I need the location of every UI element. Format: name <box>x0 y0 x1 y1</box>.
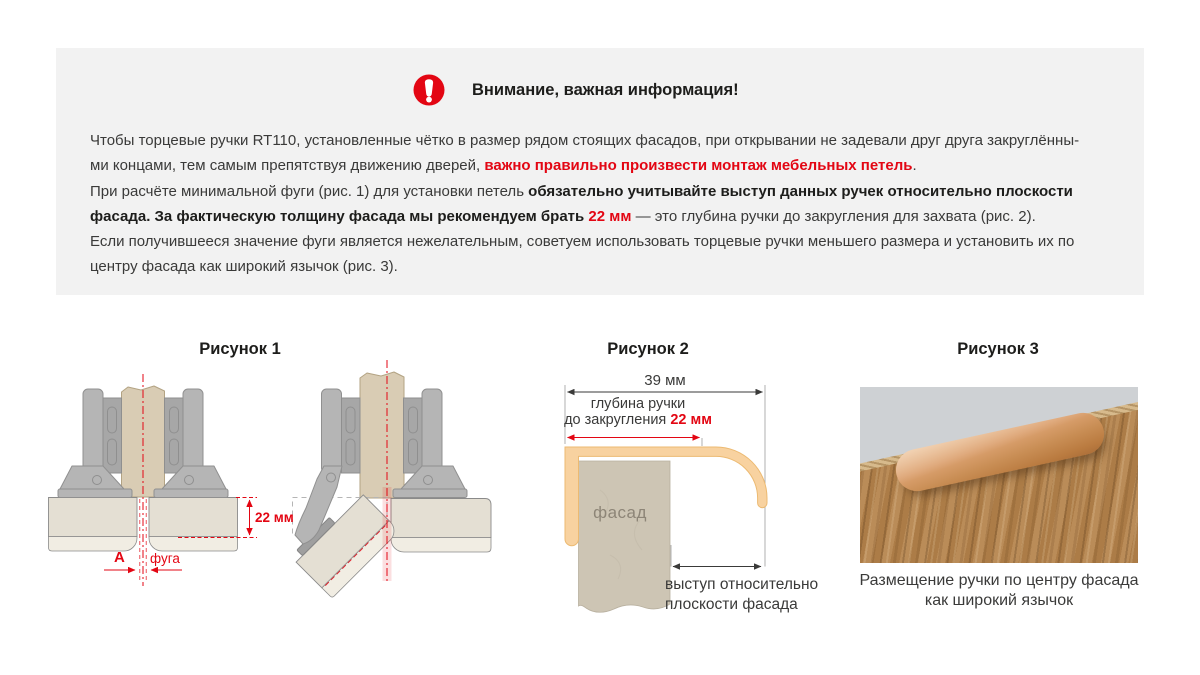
notice-line-2: ми концами, тем самым препятствуя движению дверей, важно правильно произвести монтаж мебельных петель. <box>90 157 917 175</box>
facade-closed <box>391 499 491 538</box>
notice-line-5: Если получившееся значение фуги является нежелательным, советуем использовать торцевые ручки меньшего размера и установить их по <box>90 233 1075 251</box>
fig1-dim-22mm-label: 22 мм <box>255 510 294 525</box>
hinge-right <box>154 389 228 498</box>
notice-panel <box>56 48 1144 295</box>
dimension-value-red: 22 мм <box>588 207 632 225</box>
facade-right-handle-edge <box>149 537 238 552</box>
fig1-gap-a-label: А <box>114 549 125 566</box>
hinge-left <box>58 389 132 498</box>
notice-line-1: Чтобы торцевые ручки RT110, установленные чётко в размер рядом стоящих фасадов, при открывании не задевали друг друга закруглённы- <box>90 132 1080 149</box>
notice-line-6: центру фасада как широкий язычок (рис. 3). <box>90 258 398 276</box>
figure3-caption: Рисунок 3 <box>957 340 1039 358</box>
figure3-photo <box>860 387 1138 563</box>
notice-line-3: При расчёте минимальной фуги (рис. 1) для установки петель обязательно учитывайте выступ данных ручек относительно плоскости <box>90 182 1073 200</box>
depth-value-red: 22 мм <box>670 411 712 428</box>
facade-right <box>149 498 238 537</box>
fig3-note: Размещение ручки по центру фасада как широкий язычок <box>859 572 1139 609</box>
notice-line-4: фасада. За фактическую толщину фасада мы рекомендуем брать 22 мм — это глубина ручки до закругления для захвата (рис. 2). <box>90 207 1036 225</box>
facade-cross-section <box>579 461 671 612</box>
warning-icon <box>411 72 447 108</box>
figure1-hinge-diagram <box>40 358 510 620</box>
cabinet-panel <box>360 372 404 498</box>
fig2-dim-39mm-label: 39 мм <box>644 372 686 389</box>
fig2-depth-label: глубина ручки до закругления 22 мм <box>564 396 712 428</box>
highlight-red-text: важно правильно произвести монтаж мебельных петель <box>484 157 913 175</box>
notice-title: Внимание, важная информация! <box>472 81 739 99</box>
facade-left <box>49 498 138 537</box>
fig2-protrusion-label: выступ относительно плоскости фасада <box>665 576 819 613</box>
fig1-fuga-label: фуга <box>150 551 180 566</box>
fig2-facade-label: фасад <box>593 503 647 522</box>
figure1-caption: Рисунок 1 <box>199 340 281 358</box>
clearance-zone <box>383 487 392 581</box>
fig1-open-door <box>290 360 491 598</box>
notice-body <box>90 128 1140 280</box>
figure2-caption: Рисунок 2 <box>607 340 689 358</box>
